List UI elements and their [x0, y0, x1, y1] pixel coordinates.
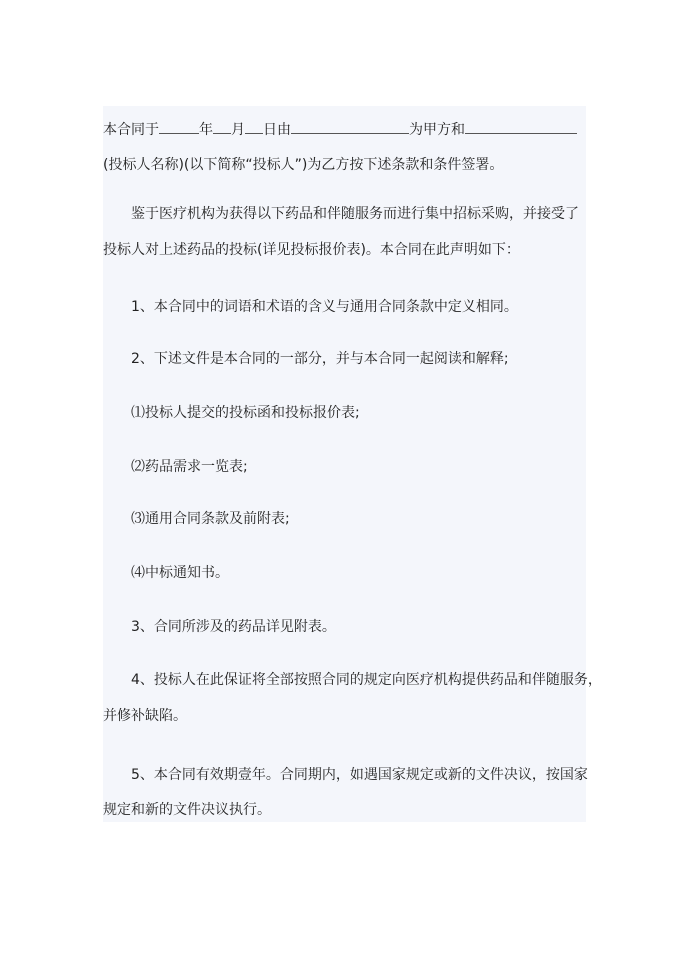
clause-5-line-1: 5、本合同有效期壹年。合同期内，如遇国家规定或新的文件决议，按国家: [131, 767, 588, 783]
clause-4-line-1: 4、投标人在此保证将全部按照合同的规定向医疗机构提供药品和伴随服务，: [131, 672, 602, 688]
intro-line-1: [103, 119, 577, 140]
party-a-label: 为甲方和: [409, 122, 465, 138]
day-label: 日由: [263, 122, 291, 138]
preamble-line-1: 鉴于医疗机构为获得以下药品和伴随服务而进行集中招标采购，并接受了: [131, 206, 579, 222]
sub-item-2: ⑵药品需求一览表;: [131, 459, 248, 475]
sub-item-4: ⑷中标通知书。: [131, 565, 229, 581]
party-a-blank[interactable]: [291, 119, 409, 134]
contract-text-block: [103, 106, 602, 822]
intro-prefix: 本合同于: [103, 122, 159, 138]
month-blank[interactable]: [213, 119, 231, 134]
sub-item-1: ⑴投标人提交的投标函和投标报价表;: [131, 405, 360, 421]
clause-5-line-2: 规定和新的文件决议执行。: [103, 802, 271, 818]
month-label: 月: [231, 122, 245, 138]
day-blank[interactable]: [245, 119, 263, 134]
year-label: 年: [199, 122, 213, 138]
clause-2: 2、下述文件是本合同的一部分，并与本合同一起阅读和解释;: [131, 351, 509, 367]
preamble-line-2: 投标人对上述药品的投标(详见投标报价表)。本合同在此声明如下：: [103, 242, 520, 258]
year-blank[interactable]: [159, 119, 199, 134]
clause-4-line-2: 并修补缺陷。: [103, 708, 187, 724]
intro-line-2: (投标人名称)(以下简称“投标人”)为乙方按下述条款和条件签署。: [103, 157, 504, 173]
clause-3: 3、合同所涉及的药品详见附表。: [131, 619, 336, 635]
party-b-blank[interactable]: [465, 119, 577, 134]
clause-1: 1、本合同中的词语和术语的含义与通用合同条款中定义相同。: [131, 299, 518, 315]
sub-item-3: ⑶通用合同条款及前附表;: [131, 511, 290, 527]
